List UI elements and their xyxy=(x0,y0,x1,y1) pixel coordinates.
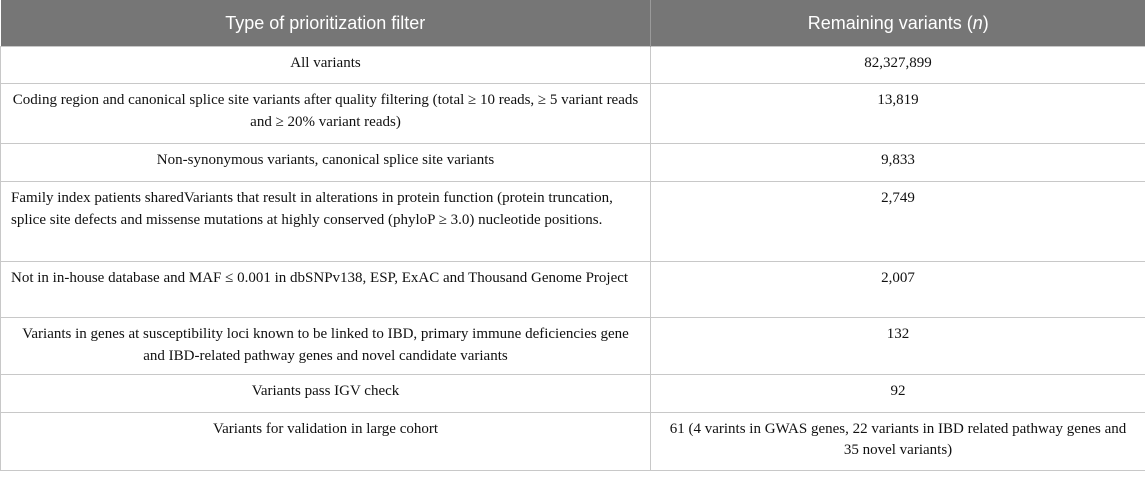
table-row xyxy=(1,182,1145,262)
table-row xyxy=(1,412,1145,470)
remaining-cell: 2,749 xyxy=(651,182,1145,262)
filter-cell: Non-synonymous variants, canonical splice site variants xyxy=(1,144,651,182)
remaining-cell: 9,833 xyxy=(651,144,1145,182)
filter-cell: Variants pass IGV check xyxy=(1,374,651,412)
remaining-cell: 61 (4 varints in GWAS genes, 22 variants in IBD related pathway genes and 35 novel variants) xyxy=(651,412,1145,470)
table-row xyxy=(1,374,1145,412)
header-remaining-variants xyxy=(651,0,1145,47)
remaining-cell: 92 xyxy=(651,374,1145,412)
table-header xyxy=(1,0,1145,47)
header-row xyxy=(1,0,1145,47)
remaining-cell: 13,819 xyxy=(651,84,1145,144)
remaining-cell: 82,327,899 xyxy=(651,47,1145,84)
filter-cell: Not in in-house database and MAF ≤ 0.001 in dbSNPv138, ESP, ExAC and Thousand Genome Project xyxy=(1,262,651,318)
filter-cell: All variants xyxy=(1,47,651,84)
table-row xyxy=(1,47,1145,84)
table-row xyxy=(1,262,1145,318)
header-n-italic: n xyxy=(972,12,983,33)
header-remaining-label: Remaining variants ( xyxy=(807,12,973,33)
filter-cell: Family index patients sharedVariants that result in alterations in protein function (protein truncation, splice site defects and missense mutations at highly conserved (phyloP ≥ 3.0) nucleotide positions. xyxy=(1,182,651,262)
filter-cell: Variants in genes at susceptibility loci known to be linked to IBD, primary immune deficiencies gene and IBD-related pathway genes and novel candidate variants xyxy=(1,318,651,375)
table-row xyxy=(1,84,1145,144)
filter-cell: Variants for validation in large cohort xyxy=(1,412,651,470)
header-close-paren: ) xyxy=(982,12,989,33)
header-filter-type: Type of prioritization filter xyxy=(1,0,651,47)
remaining-cell: 2,007 xyxy=(651,262,1145,318)
filter-cell: Coding region and canonical splice site variants after quality filtering (total ≥ 10 reads, ≥ 5 variant reads and ≥ 20% variant reads) xyxy=(1,84,651,144)
remaining-cell: 132 xyxy=(651,318,1145,375)
table-row xyxy=(1,318,1145,375)
table-body xyxy=(1,47,1145,471)
table-row xyxy=(1,144,1145,182)
